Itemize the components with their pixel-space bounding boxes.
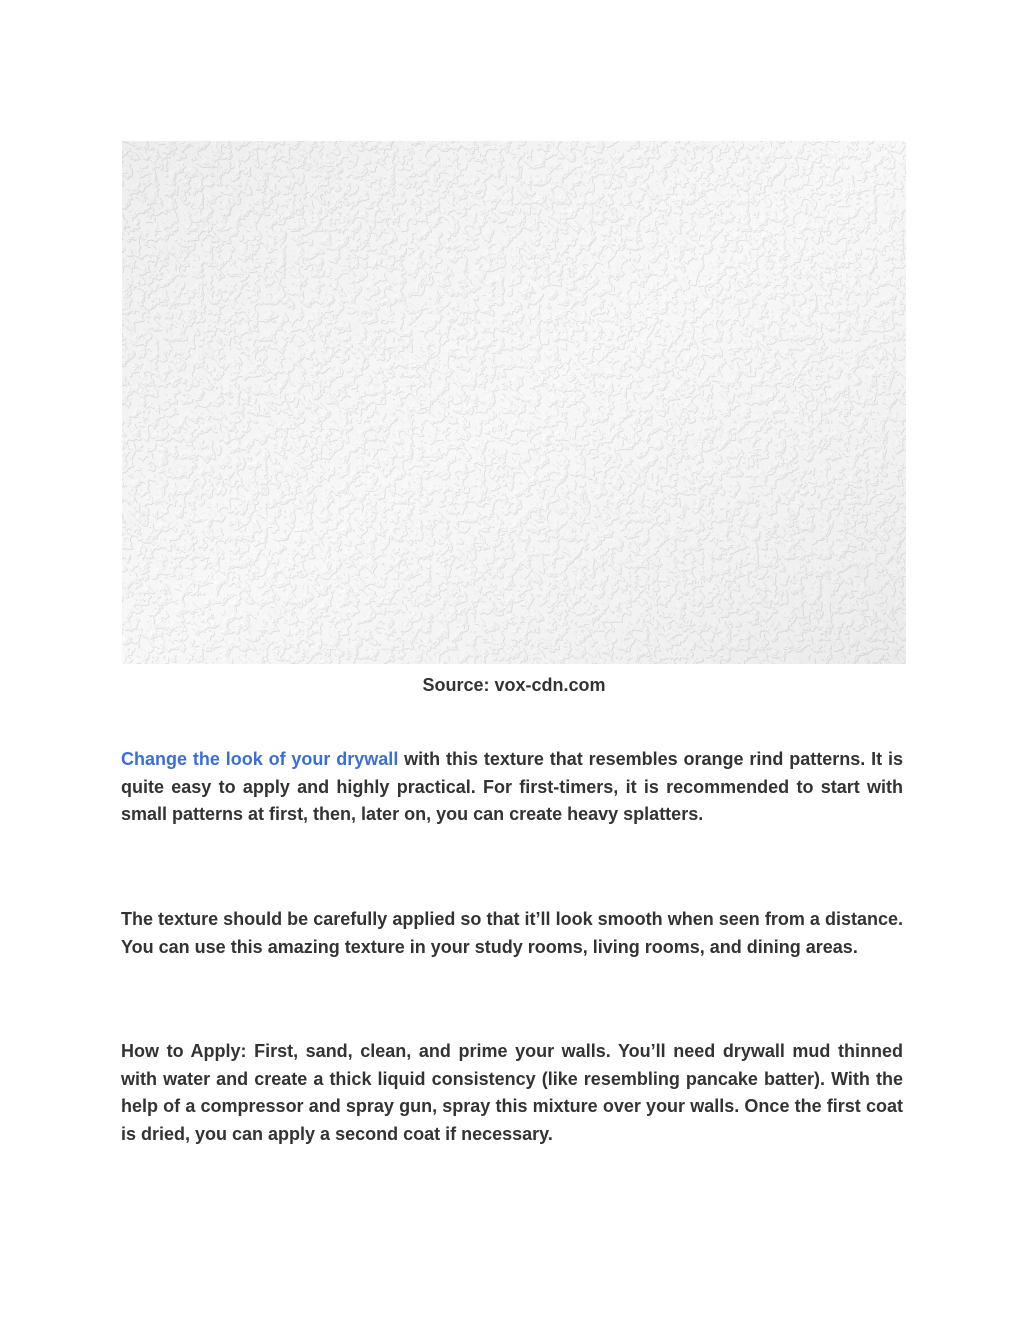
- texture-graphic: [122, 141, 906, 664]
- drywall-link[interactable]: Change the look of your drywall: [121, 749, 399, 769]
- how-to-apply-paragraph: How to Apply: First, sand, clean, and prime your walls. You’ll need drywall mud thinned with water and create a thick liquid consistency (like resembling pancake batter). With the help of a compressor and spray gun, spray this mixture over your walls. Once the first coat is dried, you can apply a second coat if necessary.: [121, 1041, 903, 1144]
- drywall-texture-image: [122, 141, 906, 664]
- intro-paragraph: [121, 746, 903, 829]
- intro-paragraph-text: with this texture that resembles orange rind patterns. It is quite easy to apply and highly practical. For first-timers, it is recommended to start with small patterns at first, then, later on, you can create heavy splatters.: [121, 749, 903, 825]
- usage-paragraph: The texture should be carefully applied so that it’ll look smooth when seen from a distance. You can use this amazing texture in your study rooms, living rooms, and dining areas.: [121, 909, 903, 957]
- image-source-caption: Source: vox-cdn.com: [422, 675, 606, 695]
